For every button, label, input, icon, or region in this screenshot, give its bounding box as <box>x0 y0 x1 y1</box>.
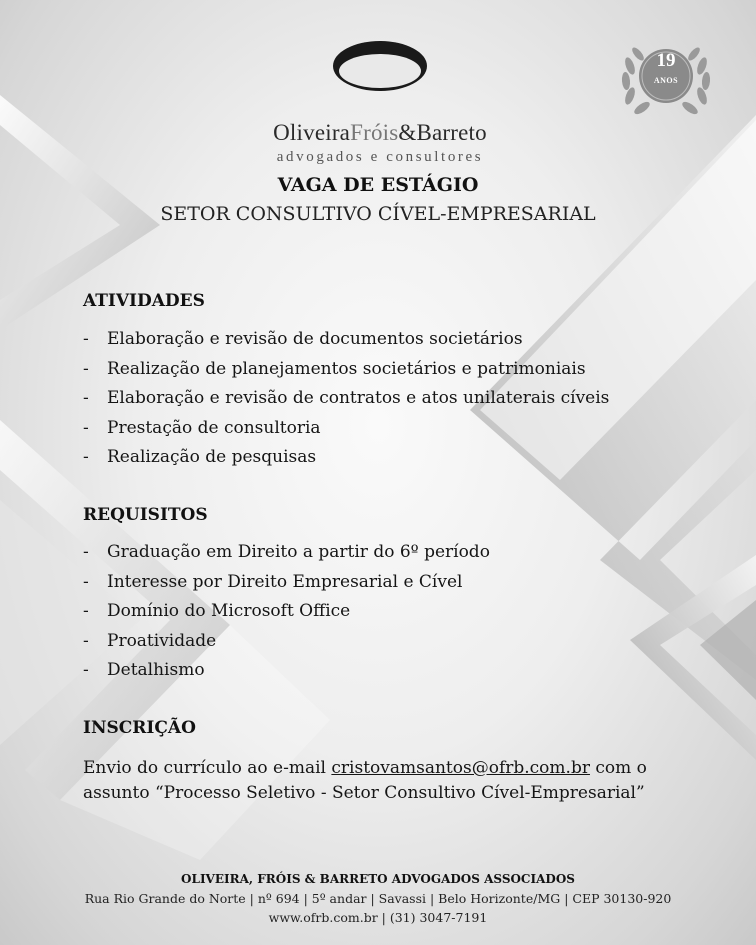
badge-number: 19 <box>656 50 676 71</box>
footer-company: OLIVEIRA, FRÓIS & BARRETO ADVOGADOS ASSOCIADOS <box>181 872 575 886</box>
list-item: - Domínio do Microsoft Office <box>83 597 723 627</box>
logo-subtitle: advogados e consultores <box>276 149 484 165</box>
list-item: - Elaboração e revisão de contratos e atos unilaterais cíveis <box>83 384 723 414</box>
list-item: - Elaboração e revisão de documentos societários <box>83 325 723 355</box>
badge-word: ANOS <box>653 76 679 85</box>
list-item: - Realização de planejamentos societários e patrimoniais <box>83 355 723 385</box>
footer-contact: www.ofrb.com.br | (31) 3047-7191 <box>268 910 488 925</box>
firm-logo <box>250 28 510 165</box>
list-item: - Interesse por Direito Empresarial e Cível <box>83 568 723 598</box>
activities-heading: ATIVIDADES <box>83 291 205 311</box>
page-subtitle: SETOR CONSULTIVO CÍVEL-EMPRESARIAL <box>160 203 596 225</box>
list-item: - Proatividade <box>83 627 723 657</box>
logo-ring-icon <box>330 32 430 92</box>
requirements-heading: REQUISITOS <box>83 505 208 525</box>
anniversary-badge <box>616 36 716 120</box>
footer-address: Rua Rio Grande do Norte | nº 694 | 5º andar | Savassi | Belo Horizonte/MG | CEP 30130-920 <box>84 891 672 906</box>
page-title: VAGA DE ESTÁGIO <box>277 174 479 196</box>
registration-heading: INSCRIÇÃO <box>83 718 196 738</box>
list-item: - Graduação em Direito a partir do 6º período <box>83 538 723 568</box>
activities-list <box>83 325 723 473</box>
list-item: - Realização de pesquisas <box>83 443 723 473</box>
list-item: - Detalhismo <box>83 656 723 686</box>
registration-text: Envio do currículo ao e-mail cristovamsantos@ofrb.com.br com o assunto “Processo Seletivo - Setor Consultivo Cível-Empresarial” <box>83 758 647 803</box>
logo-name: OliveiraFróis&Barreto <box>273 120 487 145</box>
email-link[interactable]: cristovamsantos@ofrb.com.br <box>331 758 590 778</box>
list-item: - Prestação de consultoria <box>83 414 723 444</box>
requirements-list <box>83 538 723 686</box>
